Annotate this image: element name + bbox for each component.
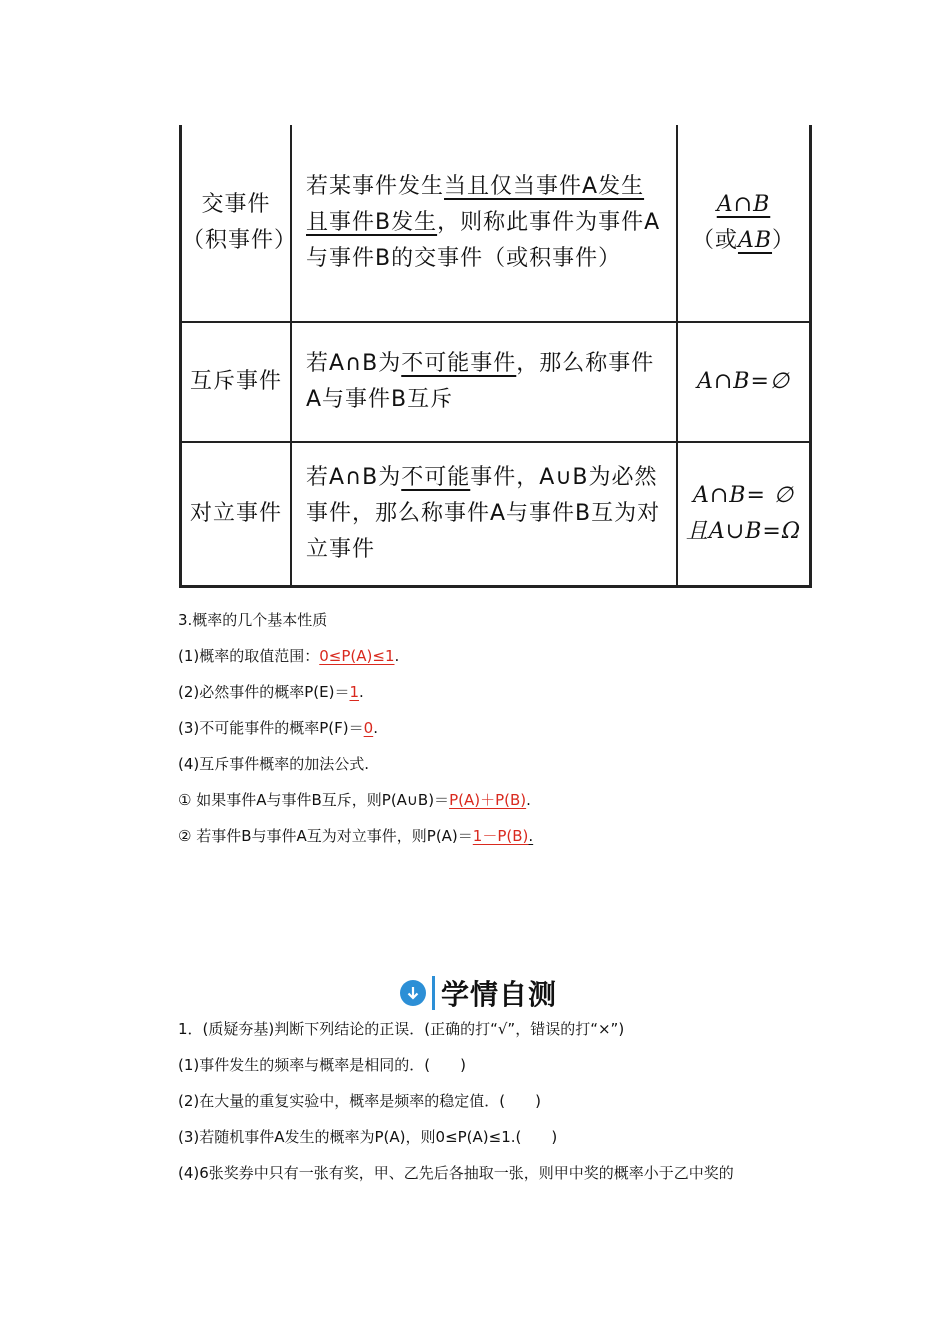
property-line — [178, 825, 533, 846]
answer-blank: 0 — [363, 719, 374, 737]
symbol-paren: ） — [772, 228, 796, 253]
event-name: 交事件 — [201, 192, 271, 217]
event-name: 互斥事件 — [189, 369, 282, 394]
event-definitions-table — [179, 125, 812, 588]
punctuation: . — [526, 791, 531, 809]
definition-text: ，那么称事件A与事件B互斥 — [306, 351, 655, 412]
event-symbol: A∩B=∅ — [696, 369, 791, 394]
definition-text: 若A∩B为 — [306, 351, 402, 376]
event-symbol-alt — [678, 223, 809, 259]
event-name-cell — [181, 442, 292, 587]
property-label: (3)不可能事件的概率P(F)＝ — [178, 719, 364, 737]
property-label: ② 若事件B与事件A互为对立事件，则P(A)＝ — [178, 827, 473, 845]
event-name-alt: （积事件） — [182, 228, 298, 253]
arrow-down-circle-icon — [400, 980, 426, 1006]
answer-blank: 0≤P(A)≤1 — [319, 647, 395, 665]
event-definition-cell — [291, 125, 677, 322]
property-line — [178, 717, 378, 738]
table-row — [181, 442, 811, 587]
properties-title: 3.概率的几个基本性质 — [178, 611, 328, 629]
property-line: (4)互斥事件概率的加法公式. — [178, 755, 370, 773]
definition-key-phrase: 不可能事件 — [401, 351, 517, 376]
answer-blank: 1 — [349, 683, 360, 701]
quiz-item: (3)若随机事件A发生的概率为P(A)，则0≤P(A)≤1.( ) — [178, 1128, 558, 1146]
punctuation: . — [373, 719, 378, 737]
definition-key-phrase: 当且仅当事件A发生且事件B发生 — [306, 174, 645, 235]
event-symbol-cell — [677, 125, 811, 322]
punctuation: . — [528, 827, 534, 845]
definition-text: 事件，A∪B为必然事件，那么称事件A与事件B互为对立事件 — [306, 465, 661, 562]
property-label: (1)概率的取值范围： — [178, 647, 320, 665]
event-symbol: A∩B — [716, 192, 771, 217]
quiz-item: (1)事件发生的频率与概率是相同的．( ) — [178, 1056, 466, 1074]
event-name: 对立事件 — [189, 501, 282, 526]
symbol-ab: AB — [737, 228, 773, 253]
section-heading — [400, 973, 557, 1013]
event-definition-cell — [291, 322, 677, 442]
quiz-question: 1．(质疑夯基)判断下列结论的正误．(正确的打“√”，错误的打“×”) — [178, 1020, 625, 1038]
event-name-cell — [181, 125, 298, 322]
table-row — [181, 322, 811, 442]
event-symbol-alt: 且A∪B=Ω — [685, 519, 802, 544]
event-symbol: A∩B= ∅ — [692, 483, 795, 508]
quiz-item: (2)在大量的重复实验中，概率是频率的稳定值．( ) — [178, 1092, 541, 1110]
property-line — [178, 645, 399, 666]
quiz-item: (4)6张奖券中只有一张有奖，甲、乙先后各抽取一张，则甲中奖的概率小于乙中奖的 — [178, 1164, 734, 1182]
table-row — [181, 125, 811, 322]
answer-blank: P(A)＋P(B) — [449, 791, 527, 809]
punctuation: . — [394, 647, 400, 665]
property-line — [178, 681, 364, 702]
answer-blank: 1－P(B) — [472, 827, 529, 845]
definition-key-phrase: 不可能 — [401, 465, 471, 490]
section-title: 学情自测 — [441, 978, 558, 1011]
definition-text: ，则称此事件为事件A与事件B的交事件（或积事件） — [306, 210, 661, 271]
property-line — [178, 789, 531, 810]
event-definition-cell — [291, 442, 677, 587]
property-label: ① 如果事件A与事件B互斥，则P(A∪B)＝ — [178, 791, 450, 809]
definition-text: 若某事件发生 — [306, 174, 445, 199]
property-label: (2)必然事件的概率P(E)＝ — [178, 683, 350, 701]
definition-text: 若A∩B为 — [306, 465, 402, 490]
event-symbol-cell — [677, 322, 811, 442]
event-symbol-cell — [677, 442, 811, 587]
punctuation: . — [359, 683, 364, 701]
symbol-paren: （或 — [691, 228, 738, 253]
divider — [432, 976, 435, 1010]
event-name-cell — [181, 322, 292, 442]
